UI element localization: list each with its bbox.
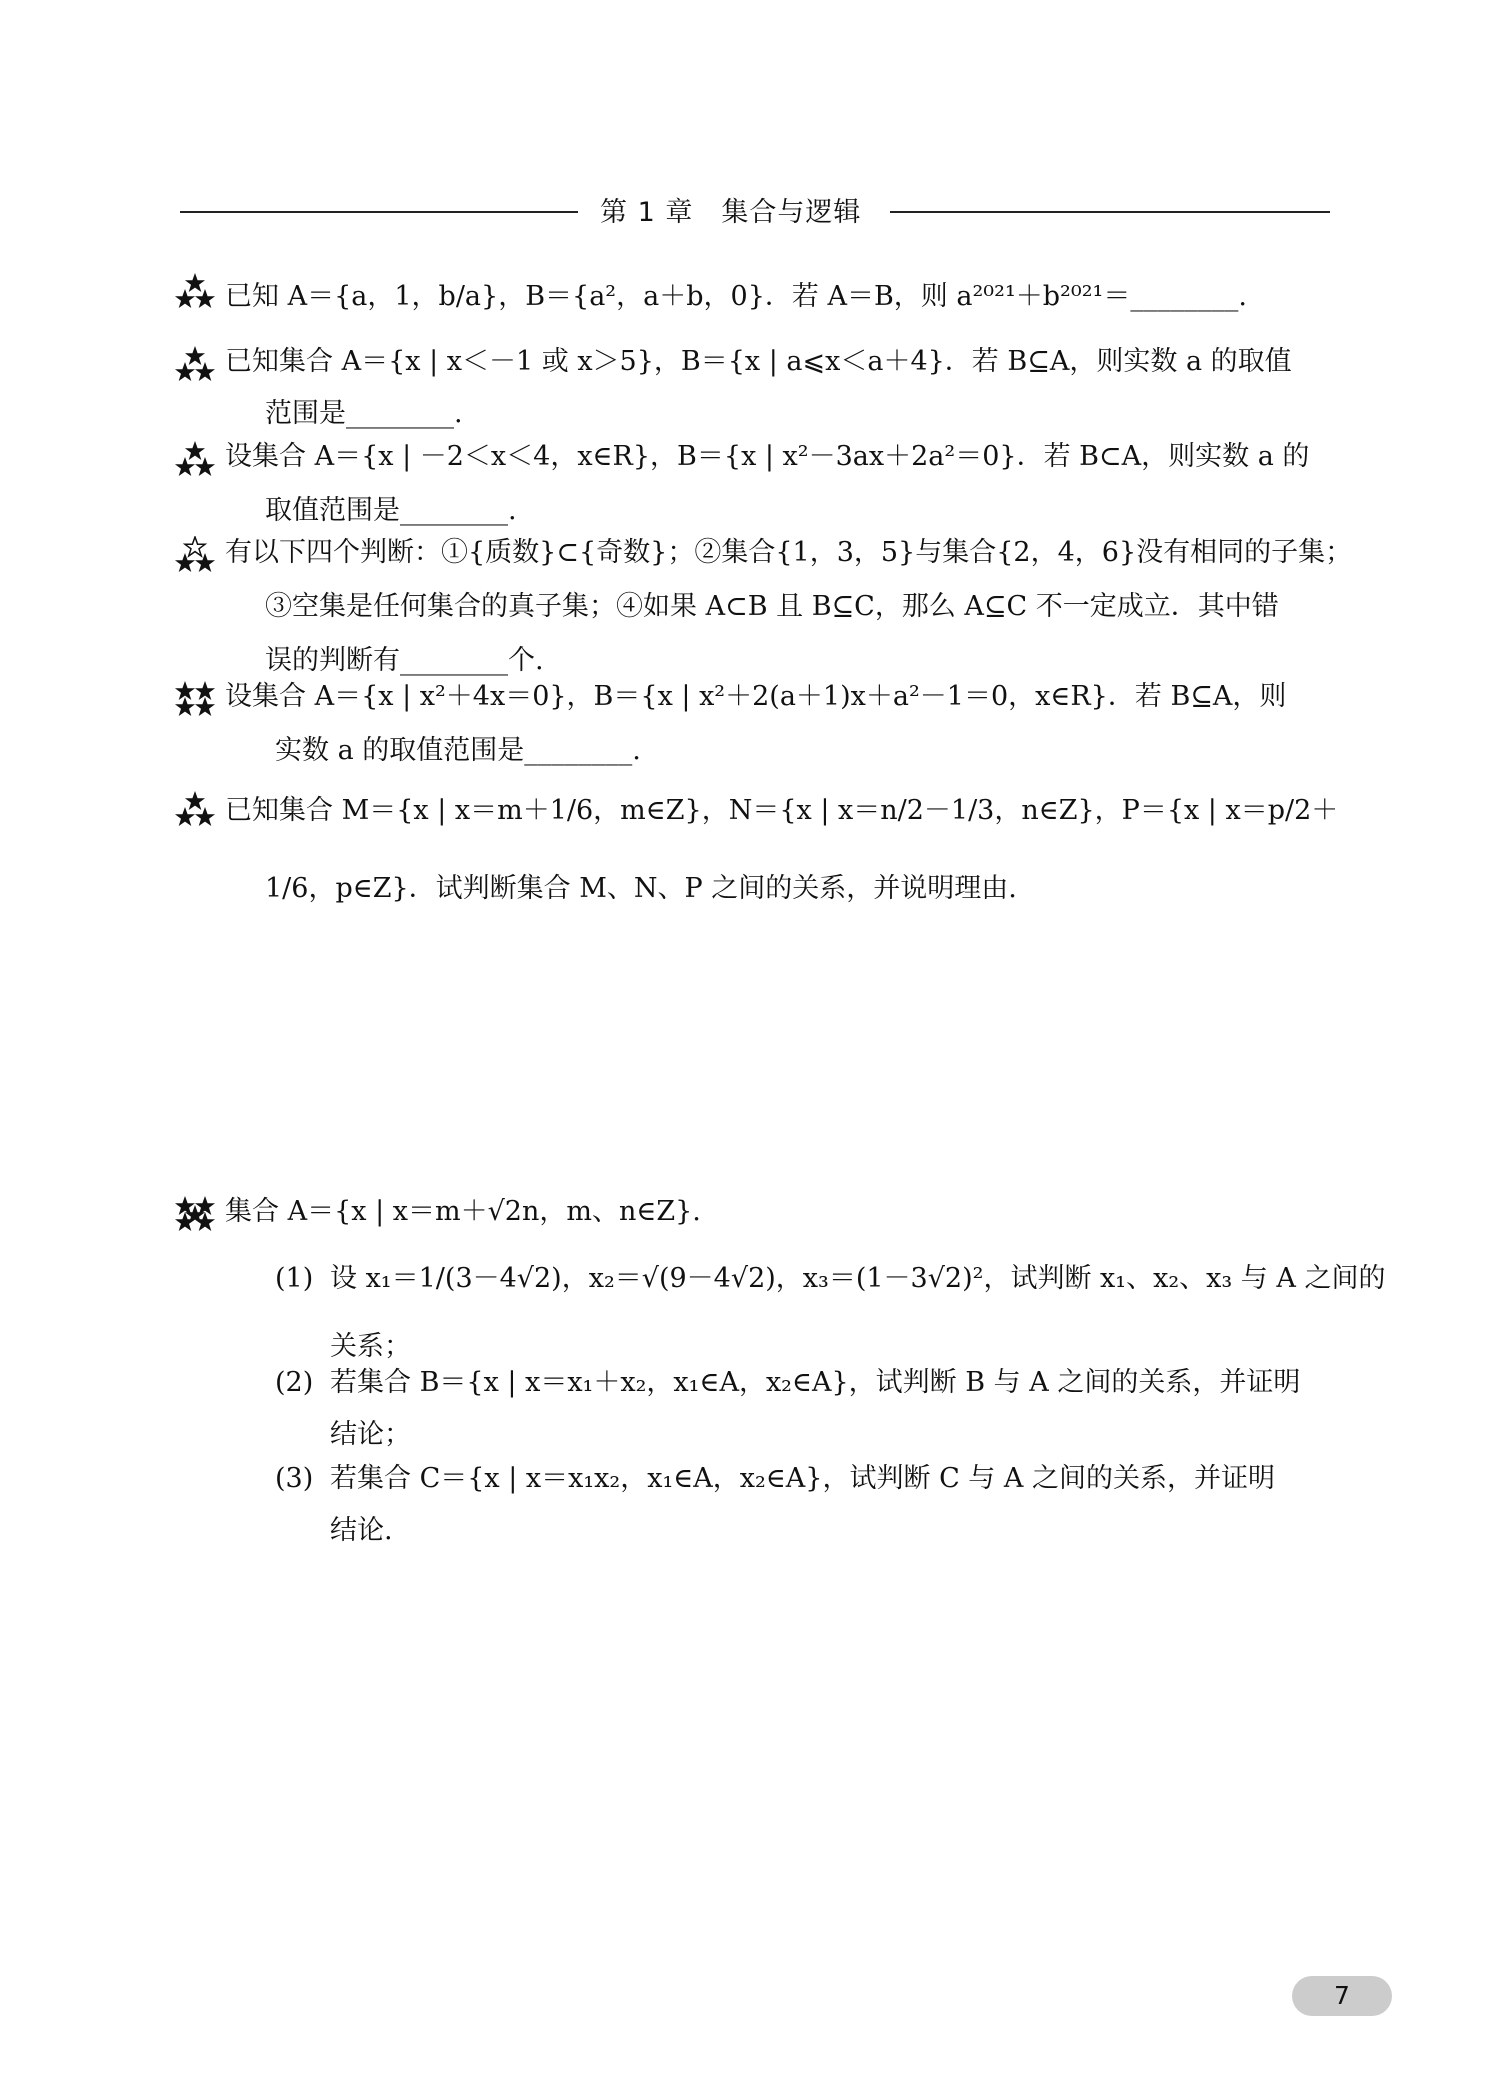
chapter-title: 第 1 章 集合与逻辑 (600, 197, 862, 228)
problem-8-line-2: 取值范围是________. (265, 495, 517, 526)
subpart-3-line-2: 结论. (330, 1515, 393, 1546)
problem-6 (175, 262, 1335, 332)
difficulty-stars-5 (175, 1195, 215, 1231)
problem-12-line-1: 集合 A＝{x | x＝m＋√2n，m、n∈Z}. (225, 1196, 701, 1227)
problem-7-line-1: 已知集合 A＝{x | x＜－1 或 x＞5}，B＝{x | a⩽x＜a＋4}．若 B⊆A，则实数 a 的取值 (225, 346, 1292, 377)
page-number: 7 (1292, 1976, 1392, 2016)
difficulty-stars-3 (175, 536, 215, 572)
difficulty-stars-4 (175, 680, 215, 716)
problem-7-line-2: 范围是________. (265, 398, 463, 429)
subpart-3-label: (3) (275, 1463, 314, 1494)
problem-11-line-1: 已知集合 M＝{x | x＝m＋1/6，m∈Z}，N＝{x | x＝n/2－1/3，n∈Z}，P＝{x | x＝p/2＋ (225, 795, 1339, 826)
problem-10-line-1: 设集合 A＝{x | x²＋4x＝0}，B＝{x | x²＋2(a＋1)x＋a²－1＝0，x∈R}．若 B⊆A，则 (225, 681, 1287, 712)
subpart-2-line-2: 结论； (330, 1419, 411, 1450)
problem-12 (175, 1185, 1335, 1245)
problem-8 (175, 430, 1335, 540)
subpart-2-line-1: 若集合 B＝{x | x＝x₁＋x₂，x₁∈A，x₂∈A}，试判断 B 与 A 之间的关系，并证明 (330, 1367, 1301, 1398)
problem-7 (175, 335, 1335, 445)
difficulty-stars-3 (175, 440, 215, 476)
subpart-3 (175, 1452, 1335, 1562)
subpart-1-line-2: 关系； (330, 1331, 411, 1362)
problem-9-line-2: ③空集是任何集合的真子集；④如果 A⊂B 且 B⊆C，那么 A⊆C 不一定成立．其中错 (265, 591, 1279, 622)
subpart-1-label: (1) (275, 1263, 314, 1294)
problem-9-line-3: 误的判断有________个. (265, 645, 544, 676)
problem-11 (175, 780, 1339, 940)
problem-9-line-1: 有以下四个判断：①{质数}⊂{奇数}；②集合{1，3，5}与集合{2，4，6}没有相同的子集； (225, 537, 1353, 568)
problem-11-line-2: 1/6，p∈Z}．试判断集合 M、N、P 之间的关系，并说明理由. (265, 873, 1017, 904)
header-rule-right (890, 211, 1330, 213)
subpart-1-line-1: 设 x₁＝1/(3－4√2)，x₂＝√(9－4√2)，x₃＝(1－3√2)²，试判断 x₁、x₂、x₃ 与 A 之间的 (330, 1263, 1386, 1294)
problem-8-line-1: 设集合 A＝{x | －2＜x＜4，x∈R}，B＝{x | x²－3ax＋2a²＝0}．若 B⊂A，则实数 a 的 (225, 441, 1310, 472)
problem-10 (175, 670, 1335, 780)
subpart-2 (175, 1356, 1335, 1466)
problem-10-line-2: 实数 a 的取值范围是________. (275, 735, 641, 766)
problem-6-line-1: 已知 A＝{a，1，b/a}，B＝{a²，a＋b，0}．若 A＝B，则 a²⁰²¹＋b²⁰²¹＝________. (225, 281, 1247, 312)
difficulty-stars-3 (175, 272, 215, 308)
subpart-3-line-1: 若集合 C＝{x | x＝x₁x₂，x₁∈A，x₂∈A}，试判断 C 与 A 之间的关系，并证明 (330, 1463, 1275, 1494)
difficulty-stars-3 (175, 790, 215, 826)
subpart-2-label: (2) (275, 1367, 314, 1398)
problem-9 (175, 526, 1353, 686)
header-rule-left (180, 211, 578, 213)
difficulty-stars-3 (175, 345, 215, 381)
running-header (180, 190, 1330, 230)
subpart-1 (175, 1250, 1386, 1362)
